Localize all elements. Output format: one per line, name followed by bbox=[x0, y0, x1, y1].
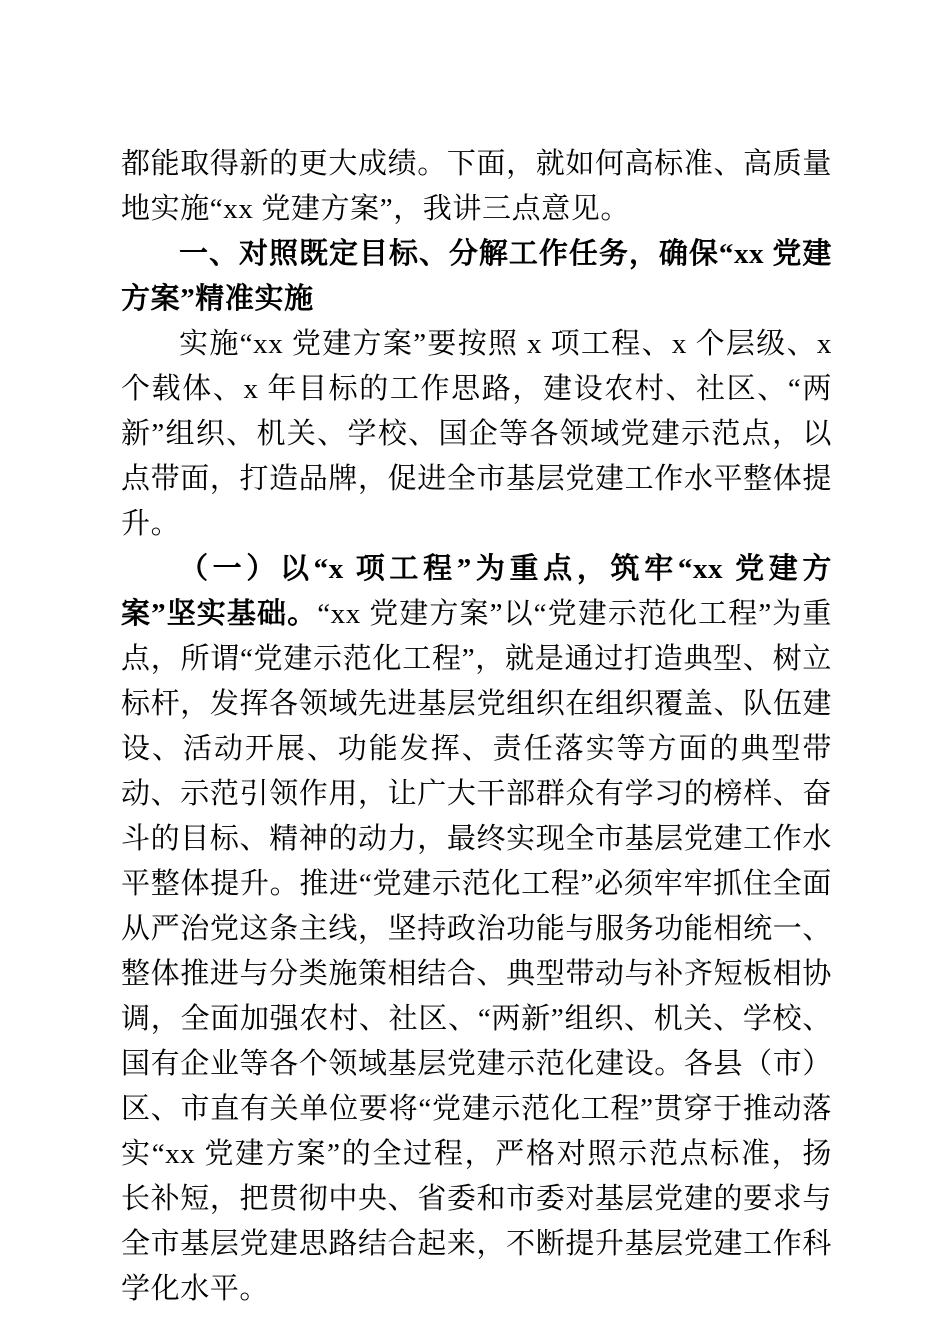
paragraph-section-one-overview bbox=[121, 322, 832, 547]
paragraph-text: 实施“xx 党建方案”要按照 x 项工程、x 个层级、x 个载体、x 年目标的工作思路，建设农村、社区、“两新”组织、机关、学校、国企等各领域党建示范点，以点带面，打造品牌，促进全市基层党建工作水平整体提升。 bbox=[121, 328, 832, 540]
paragraph-intro-continuation bbox=[121, 142, 832, 232]
paragraph-point-one bbox=[121, 547, 832, 1312]
paragraph-text: “xx 党建方案”以“党建示范化工程”为重点，所谓“党建示范化工程”，就是通过打造典型、树立标杆，发挥各领域先进基层党组织在组织覆盖、队伍建设、活动开展、功能发挥、责任落实等方面的典型带动、示范引领作用，让广大干部群众有学习的榜样、奋斗的目标、精神的动力，最终实现全市基层党建工作水平整体提升。推进“党建示范化工程”必须牢牢抓住全面从严治党这条主线，坚持政治功能与服务功能相统一、整体推进与分类施策相结合、典型带动与补齐短板相协调，全面加强农村、社区、“两新”组织、机关、学校、国有企业等各个领域基层党建示范化建设。各县（市）区、市直有关单位要将“党建示范化工程”贯穿于推动落实“xx 党建方案”的全过程，严格对照示范点标准，扬长补短，把贯彻中央、省委和市委对基层党建的要求与全市基层党建思路结合起来，不断提升基层党建工作科学化水平。 bbox=[121, 598, 832, 1305]
paragraph-lead-bold-text: （一）以“x 项工程”为重点，筑牢“xx 党建方案”坚实基础。 bbox=[121, 553, 832, 630]
section-one-heading bbox=[121, 232, 832, 322]
paragraph-text: 都能取得新的更大成绩。下面，就如何高标准、高质量地实施“xx 党建方案”，我讲三点意见。 bbox=[121, 148, 832, 225]
heading-text: 一、对照既定目标、分解工作任务，确保“xx 党建方案”精准实施 bbox=[121, 238, 832, 315]
